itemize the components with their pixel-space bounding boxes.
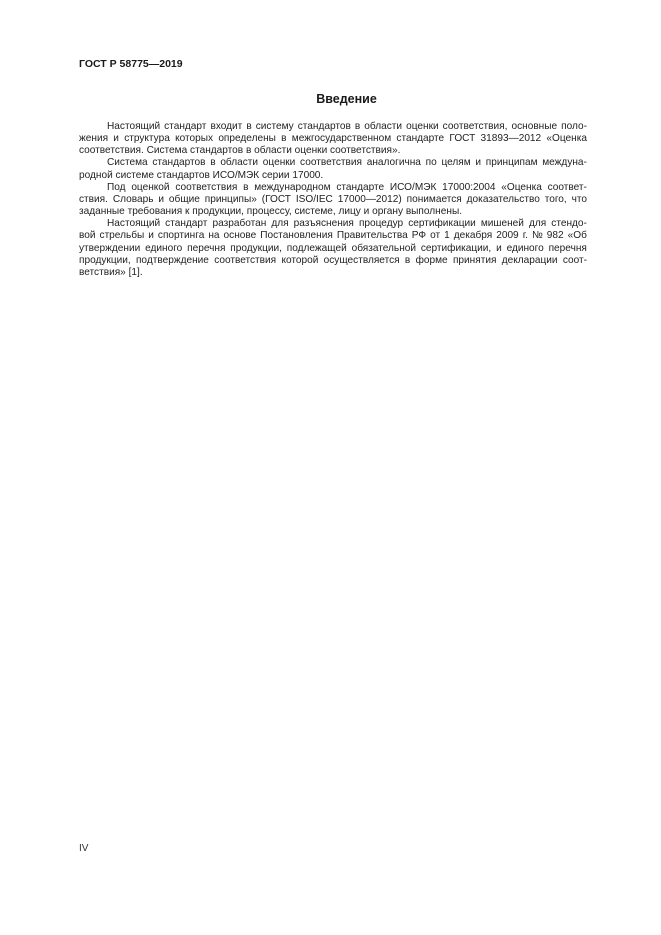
text-line: ветствия» [1]. [79,266,143,278]
text-line: заданные требования к продукции, процессу, системе, лицу и органу выполнены. [79,206,462,218]
text-line: Под оценкой соответствия в международном стандарте ИСО/МЭК 17000:2004 «Оценка соответ- [107,181,587,193]
text-line: соответствия. Система стандартов в области оценки соответствия». [79,145,401,157]
text-line: вой стрельбы и спортинга на основе Постановления Правительства РФ от 1 декабря 2009 г. № 982 «Об [79,230,587,242]
page-number: IV [79,843,89,854]
section-title-text: Введение [316,92,377,106]
text-line: Настоящий стандарт разработан для разъяснения процедур сертификации мишеней для стендо- [107,218,587,230]
text-line: родной системе стандартов ИСО/МЭК серии 17000. [79,169,324,181]
introduction-body [79,121,587,279]
document-code: ГОСТ Р 58775—2019 [79,58,183,70]
text-line: Настоящий стандарт входит в систему стандартов в области оценки соответствия, основные поло- [107,121,587,132]
text-line: утверждении единого перечня продукции, подлежащей обязательной сертификации, и единого перечня [79,242,587,254]
section-title [0,92,661,106]
text-line: жения и структура которых определены в межгосударственном стандарте ГОСТ 31893—2012 «Оценка [79,133,587,145]
text-line: ствия. Словарь и общие принципы» (ГОСТ ISO/IEC 17000—2012) понимается доказательство того, что [79,193,587,205]
text-line: Система стандартов в области оценки соответствия аналогична по целям и принципам междуна- [107,157,587,169]
text-line: продукции, подтверждение соответствия которой осуществляется в форме принятия декларации соот- [79,254,587,266]
